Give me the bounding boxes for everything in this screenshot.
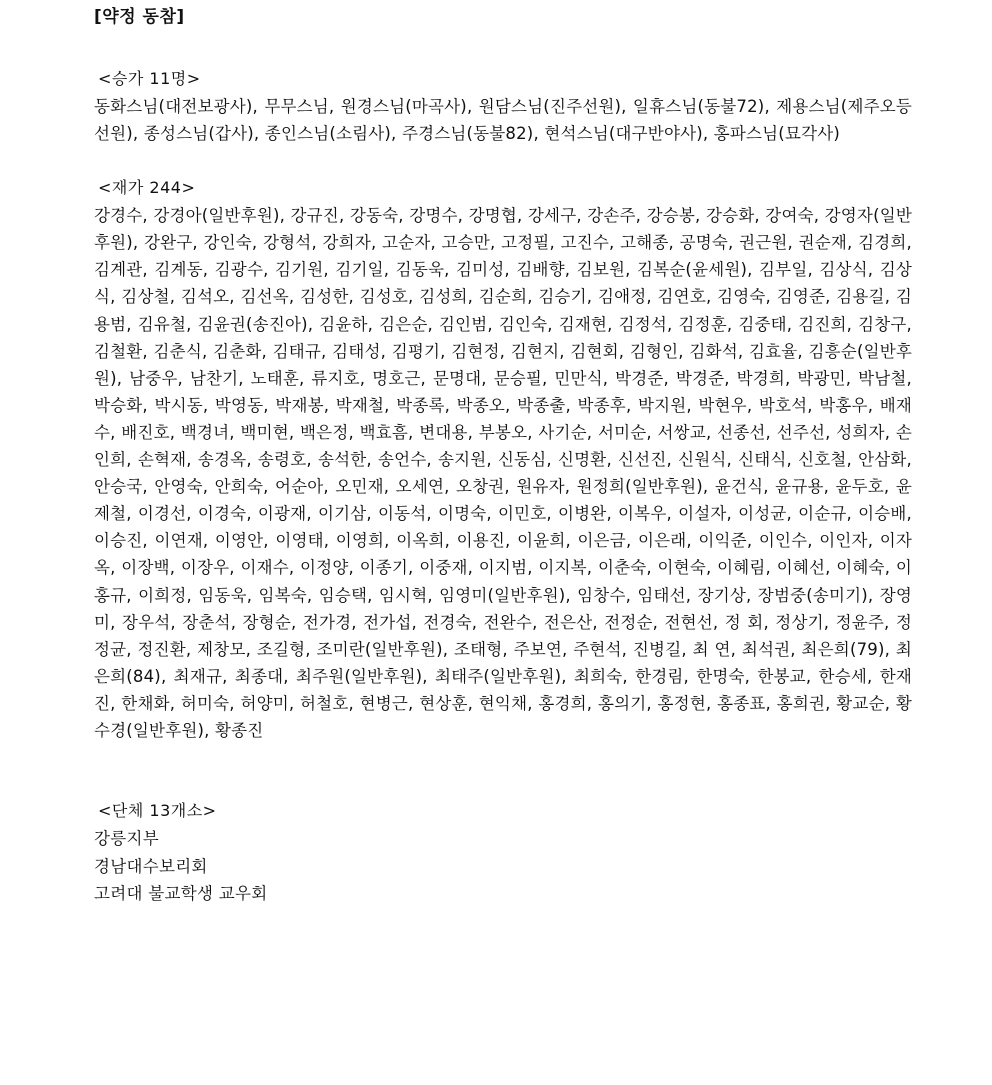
orgs-section-title: <단체 13개소> (98, 801, 217, 821)
monks-section-title: <승가 11명> (98, 69, 201, 88)
org-item: 강릉지부 (94, 829, 159, 849)
org-item: 고려대 불교학생 교우회 (94, 884, 268, 904)
monks-name-list: 동화스님(대전보광사), 무무스님, 원경스님(마곡사), 원담스님(진주선원), 일휴스님(동불72), 제용스님(제주오등선원), 종성스님(갑사), 종인스님(소림사), 주경스님(동불82), 현석스님(대구반야사), 홍파스님(묘각사) (94, 97, 912, 144)
lay-name-list: 강경수, 강경아(일반후원), 강규진, 강동숙, 강명수, 강명협, 강세구, 강손주, 강승봉, 강승화, 강여숙, 강영자(일반후원), 강완구, 강인숙, 강형석, 강희자, 고순자, 고승만, 고정필, 고진수, 고해종, 공명숙, 권근원, 권순재, 김경희, 김계관, 김계동, 김광수, 김기원, 김기일, 김동욱, 김미성, 김배향, 김보원, 김복순(윤세원), 김부일, 김상식, 김상식, 김상철, 김석오, 김선옥, 김성한, 김성호, 김성희, 김순희, 김승기, 김애정, 김연호, 김영숙, 김영준, 김용길, 김용범, 김유철, 김윤권(송진아), 김윤하, 김은순, 김인범, 김인숙, 김재현, 김정석, 김정훈, 김중태, 김진희, 김창구, 김철환, 김춘식, 김춘화, 김태규, 김태성, 김평기, 김현정, 김현지, 김현회, 김형인, 김화석, 김효율, 김흥순(일반후원), 남중우, 남찬기, 노태훈, 류지호, 명호근, 문명대, 문승필, 민만식, 박경준, 박경준, 박경희, 박광민, 박남철, 박승화, 박시동, 박영동, 박재봉, 박재철, 박종록, 박종오, 박종출, 박종후, 박지원, 박현우, 박호석, 박홍우, 배재수, 배진호, 백경녀, 백미현, 백은정, 백효흠, 변대용, 부봉오, 사기순, 서미순, 서쌍교, 선종선, 선주선, 성희자, 손인희, 손혁재, 송경옥, 송령호, 송석한, 송언수, 송지원, 신동심, 신명환, 신선진, 신원식, 신태식, 신호철, 안삼화, 안승국, 안영숙, 안희숙, 어순아, 오민재, 오세연, 오창권, 원유자, 원정희(일반후원), 윤건식, 윤규용, 윤두호, 윤제철, 이경선, 이경숙, 이광재, 이기삼, 이동석, 이명숙, 이민호, 이병완, 이복우, 이설자, 이성균, 이순규, 이승배, 이승진, 이연재, 이영안, 이영태, 이영희, 이옥희, 이용진, 이윤희, 이은금, 이은래, 이익준, 이인수, 이인자, 이자옥, 이장백, 이장우, 이재수, 이정양, 이종기, 이중재, 이지범, 이지복, 이춘숙, 이현숙, 이혜림, 이혜선, 이혜숙, 이홍규, 이희정, 임동욱, 임복숙, 임승택, 임시혁, 임영미(일반후원), 임창수, 임태선, 장기상, 장범중(송미기), 장영미, 장우석, 장춘석, 장형순, 전가경, 전가섭, 전경숙, 전완수, 전은산, 전정순, 전현선, 정 회, 정상기, 정윤주, 정정균, 정진환, 제창모, 조길형, 조미란(일반후원), 조태형, 주보연, 주현석, 진병길, 최 연, 최석권, 최은희(79), 최은희(84), 최재규, 최종대, 최주원(일반후원), 최태주(일반후원), 최희숙, 한경림, 한명숙, 한봉교, 한승세, 한재진, 한채화, 허미숙, 허양미, 허철호, 현병근, 현상훈, 현익채, 홍경희, 홍의기, 홍정현, 홍종표, 홍희권, 황교순, 황수경(일반후원), 황종진 (94, 206, 912, 740)
document-heading: [약정 동참] (94, 7, 185, 27)
lay-section-title: <재가 244> (98, 178, 196, 198)
orgs-list (94, 825, 912, 908)
org-item: 경남대수보리회 (94, 856, 208, 876)
